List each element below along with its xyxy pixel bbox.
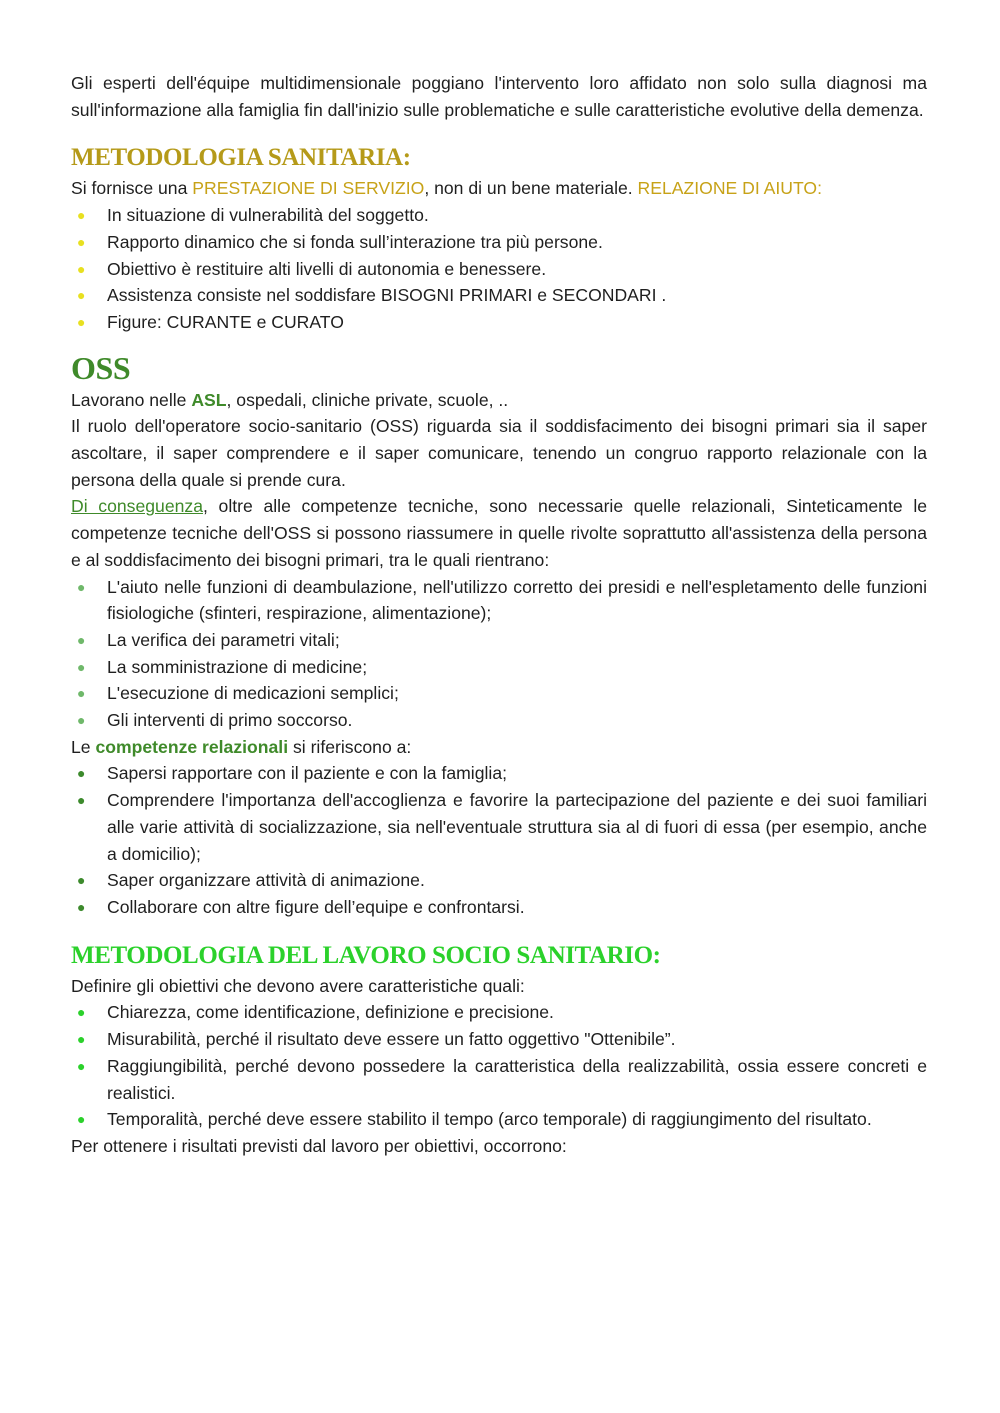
list-item-text: Collaborare con altre figure dell’equipe e confrontarsi. xyxy=(107,896,525,917)
di-conseguenza-link[interactable]: Di conseguenza xyxy=(71,496,203,517)
list-item xyxy=(71,282,927,309)
bullet-icon: ● xyxy=(77,313,86,330)
objectives-list xyxy=(71,999,927,1133)
relational-intro xyxy=(71,734,927,761)
list-item xyxy=(71,309,927,336)
heading-metodologia-sanitaria: METODOLOGIA SANITARIA: xyxy=(71,144,411,172)
bullet-icon: ● xyxy=(77,1031,86,1048)
list-item-text: Raggiungibilità, perché devono possedere la caratteristica della realizzabilità, ossia essere concreti e realistici. xyxy=(107,1055,927,1103)
heading-oss: OSS xyxy=(71,349,131,386)
list-item-text: Temporalità, perché deve essere stabilito il tempo (arco temporale) di raggiungimento del risultato. xyxy=(107,1109,872,1130)
intro-paragraph: Gli esperti dell'équipe multidimensionale poggiano l'intervento loro affidato non solo sulla diagnosi ma sull'informazione alla famiglia fin dall'inizio sulle problematiche e sulle caratteristiche evolutive della demenza. xyxy=(71,73,927,120)
list-item xyxy=(71,1026,927,1053)
bullet-icon: ● xyxy=(77,1004,86,1021)
bullet-icon: ● xyxy=(77,658,86,675)
list-item-text: Saper organizzare attività di animazione. xyxy=(107,870,425,891)
bullet-icon: ● xyxy=(77,578,86,595)
list-item-text: Rapporto dinamico che si fonda sull’interazione tra più persone. xyxy=(107,231,603,252)
bullet-icon: ● xyxy=(77,765,86,782)
heading-metodologia-lavoro: METODOLOGIA DEL LAVORO SOCIO SANITARIO: xyxy=(71,941,661,969)
sanitaria-list xyxy=(71,202,927,336)
list-item xyxy=(71,867,927,894)
technical-skills-list xyxy=(71,574,927,734)
list-item-text: L'esecuzione di medicazioni semplici; xyxy=(107,683,399,704)
asl-bold: ASL xyxy=(191,389,227,410)
lavoro-closing: Per ottenere i risultati previsti dal lavoro per obiettivi, occorrono: xyxy=(71,1135,567,1156)
list-item-text: Sapersi rapportare con il paziente e con la famiglia; xyxy=(107,763,507,784)
bullet-icon: ● xyxy=(77,233,86,250)
list-item xyxy=(71,707,927,734)
list-item-text: Chiarezza, come identificazione, definizione e precisione. xyxy=(107,1002,554,1023)
bullet-icon: ● xyxy=(77,287,86,304)
oss-role-paragraph: Il ruolo dell'operatore socio-sanitario (OSS) riguarda sia il soddisfacimento dei bisogni primari sia il saper ascoltare, il saper comprendere e il saper comunicare, tenendo un congruo rapporto relazionale con la persona della quale si prende cura. xyxy=(71,416,927,490)
list-item-text: Assistenza consiste nel soddisfare BISOGNI PRIMARI e SECONDARI . xyxy=(107,285,667,306)
list-item xyxy=(71,787,927,867)
bullet-icon: ● xyxy=(77,207,86,224)
list-item-text: La somministrazione di medicine; xyxy=(107,656,368,677)
list-item-text: Gli interventi di primo soccorso. xyxy=(107,710,353,731)
list-item xyxy=(71,574,927,627)
text-run: Le xyxy=(71,736,96,757)
text-run: Lavorano nelle xyxy=(71,389,192,410)
list-item-text: In situazione di vulnerabilità del soggetto. xyxy=(107,205,429,226)
bullet-icon: ● xyxy=(77,685,86,702)
oss-consequence-paragraph xyxy=(71,493,927,573)
highlight-prestazione: PRESTAZIONE DI SERVIZIO xyxy=(192,178,425,199)
bullet-icon: ● xyxy=(77,1111,86,1128)
list-item xyxy=(71,654,927,681)
list-item xyxy=(71,627,927,654)
text-run: , oltre alle competenze tecniche, sono necessarie quelle relazionali, Sinteticamente le competenze tecniche dell'OSS si possono riassumere in quelle rivolte soprattutto all'assistenza della persona e al soddisfacimento dei bisogni primari, tra le quali rientrano: xyxy=(71,496,928,570)
bullet-icon: ● xyxy=(77,792,86,809)
bullet-icon: ● xyxy=(77,260,86,277)
sanitaria-paragraph xyxy=(71,175,927,202)
bullet-icon: ● xyxy=(77,712,86,729)
highlight-relazione: RELAZIONE DI AIUTO: xyxy=(637,178,822,199)
competenze-relazionali-bold: competenze relazionali xyxy=(95,736,289,757)
list-item xyxy=(71,229,927,256)
text-run: Si fornisce una xyxy=(71,178,193,199)
list-item xyxy=(71,256,927,283)
list-item xyxy=(71,202,927,229)
bullet-icon: ● xyxy=(77,631,86,648)
bullet-icon: ● xyxy=(77,898,86,915)
relational-skills-list xyxy=(71,760,927,920)
list-item xyxy=(71,1053,927,1106)
list-item xyxy=(71,1106,927,1133)
text-run: si riferiscono a: xyxy=(288,736,412,757)
list-item xyxy=(71,999,927,1026)
list-item-text: Comprendere l'importanza dell'accoglienza e favorire la partecipazione del paziente e dei suoi familiari alle varie attività di socializzazione, sia nell'eventuale struttura sia al di fuori di essa (per esempio, anche a domicilio); xyxy=(107,790,927,864)
list-item-text: Figure: CURANTE e CURATO xyxy=(107,311,344,332)
list-item xyxy=(71,760,927,787)
list-item-text: Obiettivo è restituire alti livelli di autonomia e benessere. xyxy=(107,258,547,279)
text-run: , non di un bene materiale. xyxy=(424,178,638,199)
list-item-text: La verifica dei parametri vitali; xyxy=(107,629,340,650)
document-page xyxy=(71,70,927,1160)
text-run: , ospedali, cliniche private, scuole, .. xyxy=(226,389,509,410)
lavoro-intro: Definire gli obiettivi che devono avere caratteristiche quali: xyxy=(71,975,525,996)
list-item-text: Misurabilità, perché il risultato deve essere un fatto oggettivo "Ottenibile”. xyxy=(107,1029,676,1050)
list-item-text: L'aiuto nelle funzioni di deambulazione, nell'utilizzo corretto dei presidi e nell'espletamento delle funzioni fisiologiche (sfinteri, respirazione, alimentazione); xyxy=(107,576,927,624)
list-item xyxy=(71,680,927,707)
bullet-icon: ● xyxy=(77,1057,86,1074)
bullet-icon: ● xyxy=(77,872,86,889)
oss-workplaces xyxy=(71,387,927,414)
list-item xyxy=(71,894,927,921)
